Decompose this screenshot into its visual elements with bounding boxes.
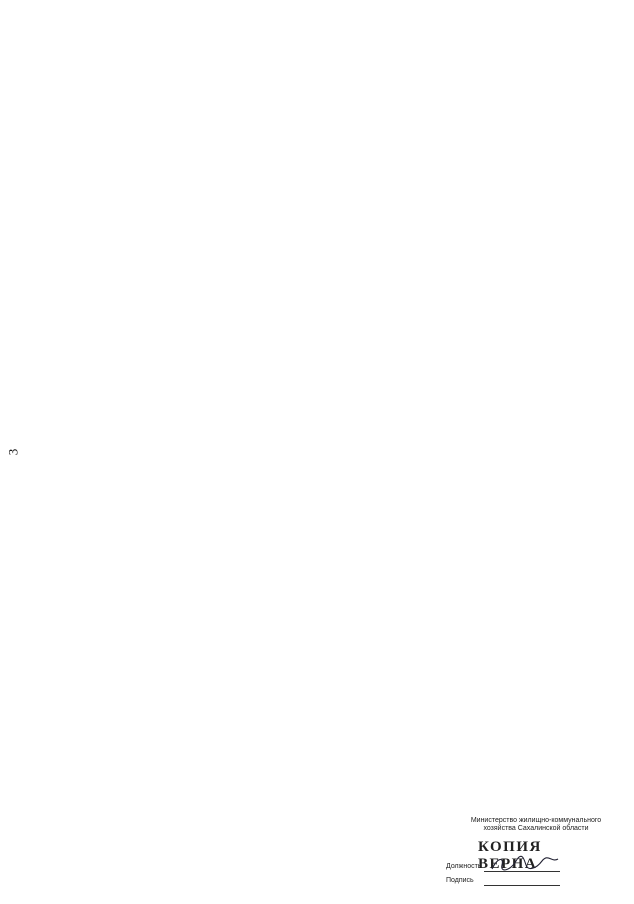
stamp-position-label: Должность [446, 863, 482, 870]
position-line [484, 871, 560, 872]
stamp-organization: Министерство жилищно-коммунального хозяйства Сахалинской области [470, 817, 602, 832]
stamp-signature-label: Подпись [446, 877, 474, 884]
signature-line [484, 885, 560, 886]
stamp-copy-text: КОПИЯ ВЕРНА [478, 839, 542, 872]
certification-stamp [446, 817, 606, 895]
page-number: 3 [5, 448, 21, 456]
